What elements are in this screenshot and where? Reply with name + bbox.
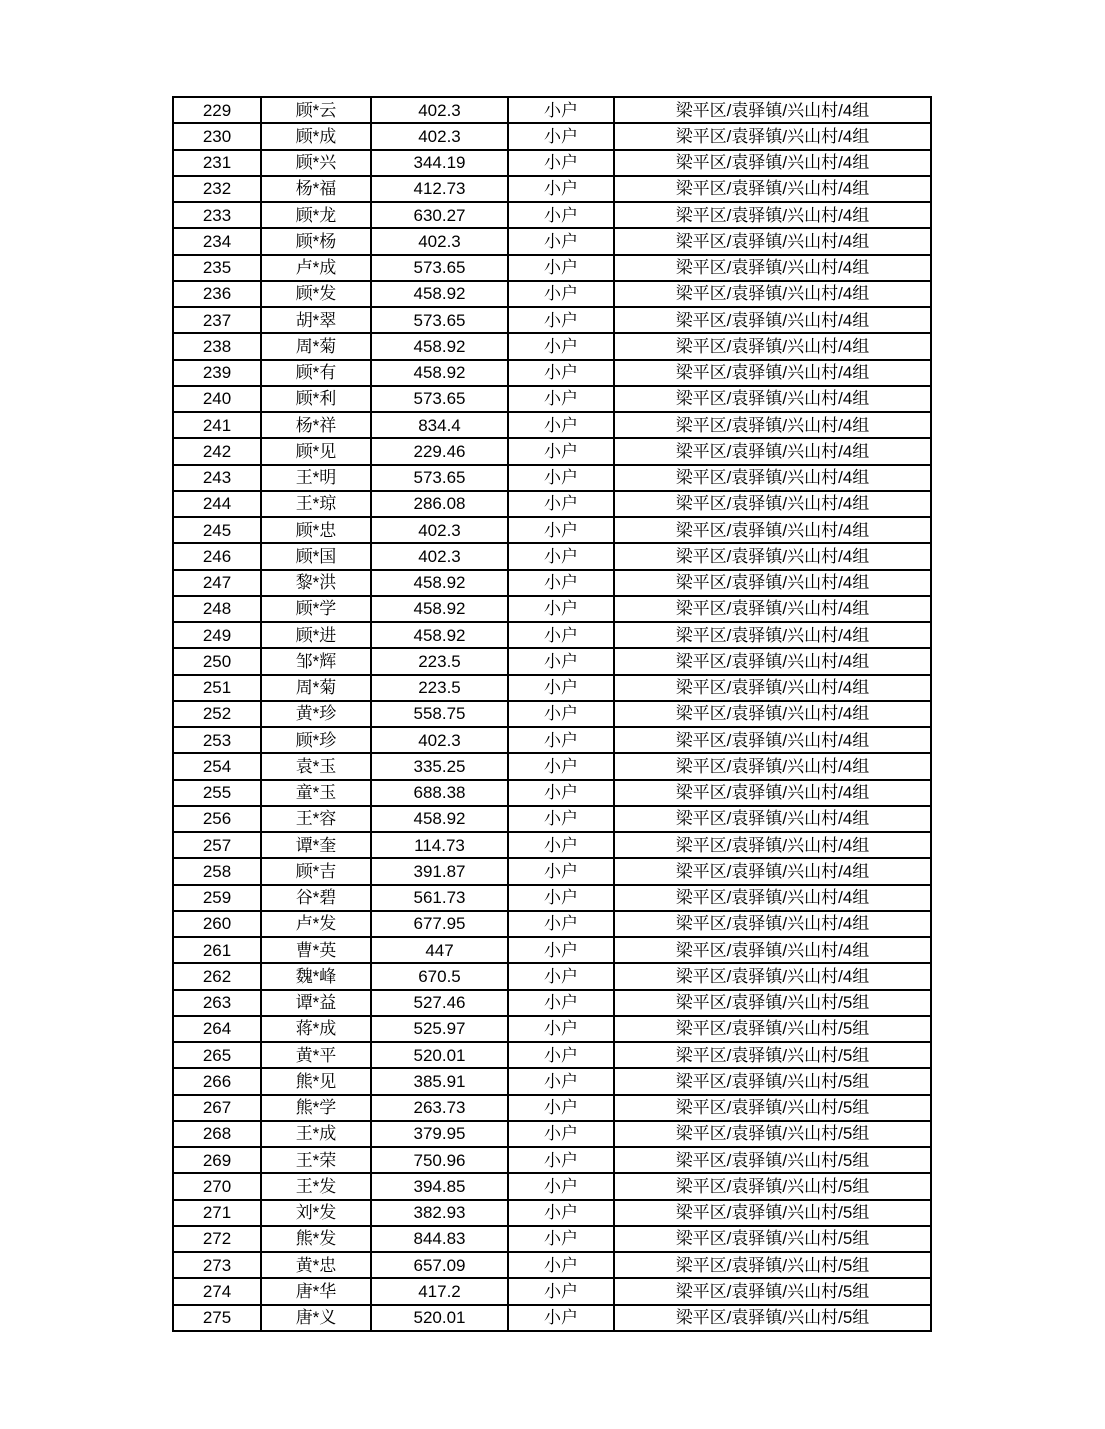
serial-cell: 273 (173, 1252, 261, 1278)
household-type-cell: 小户 (508, 1200, 614, 1226)
table-row (173, 150, 931, 176)
location-cell: 梁平区/袁驿镇/兴山村/4组 (614, 386, 931, 412)
table-row (173, 202, 931, 228)
table-row (173, 596, 931, 622)
location-cell: 梁平区/袁驿镇/兴山村/5组 (614, 1016, 931, 1042)
household-type-cell: 小户 (508, 648, 614, 674)
amount-cell: 458.92 (371, 570, 508, 596)
name-cell: 顾*云 (261, 97, 371, 123)
name-cell: 王*荣 (261, 1147, 371, 1173)
amount-cell: 458.92 (371, 360, 508, 386)
serial-cell: 252 (173, 701, 261, 727)
location-cell: 梁平区/袁驿镇/兴山村/4组 (614, 937, 931, 963)
location-cell: 梁平区/袁驿镇/兴山村/4组 (614, 753, 931, 779)
table-row (173, 465, 931, 491)
amount-cell: 402.3 (371, 517, 508, 543)
location-cell: 梁平区/袁驿镇/兴山村/5组 (614, 1252, 931, 1278)
name-cell: 顾*吉 (261, 858, 371, 884)
name-cell: 袁*玉 (261, 753, 371, 779)
name-cell: 周*菊 (261, 675, 371, 701)
serial-cell: 229 (173, 97, 261, 123)
amount-cell: 558.75 (371, 701, 508, 727)
name-cell: 蒋*成 (261, 1016, 371, 1042)
name-cell: 顾*国 (261, 543, 371, 569)
household-type-cell: 小户 (508, 990, 614, 1016)
serial-cell: 255 (173, 780, 261, 806)
serial-cell: 256 (173, 806, 261, 832)
location-cell: 梁平区/袁驿镇/兴山村/5组 (614, 1121, 931, 1147)
name-cell: 顾*龙 (261, 202, 371, 228)
name-cell: 谷*碧 (261, 885, 371, 911)
location-cell: 梁平区/袁驿镇/兴山村/4组 (614, 911, 931, 937)
location-cell: 梁平区/袁驿镇/兴山村/4组 (614, 727, 931, 753)
table-row (173, 1252, 931, 1278)
table-row (173, 727, 931, 753)
table-body (173, 97, 931, 1331)
name-cell: 黄*珍 (261, 701, 371, 727)
serial-cell: 263 (173, 990, 261, 1016)
amount-cell: 458.92 (371, 622, 508, 648)
location-cell: 梁平区/袁驿镇/兴山村/4组 (614, 517, 931, 543)
table-row (173, 1016, 931, 1042)
amount-cell: 394.85 (371, 1173, 508, 1199)
amount-cell: 402.3 (371, 543, 508, 569)
table-row (173, 228, 931, 254)
serial-cell: 264 (173, 1016, 261, 1042)
amount-cell: 677.95 (371, 911, 508, 937)
serial-cell: 261 (173, 937, 261, 963)
table-row (173, 1095, 931, 1121)
serial-cell: 241 (173, 412, 261, 438)
name-cell: 顾*有 (261, 360, 371, 386)
name-cell: 王*成 (261, 1121, 371, 1147)
household-type-cell: 小户 (508, 885, 614, 911)
name-cell: 熊*见 (261, 1068, 371, 1094)
table-row (173, 360, 931, 386)
serial-cell: 236 (173, 281, 261, 307)
amount-cell: 447 (371, 937, 508, 963)
location-cell: 梁平区/袁驿镇/兴山村/4组 (614, 885, 931, 911)
serial-cell: 257 (173, 832, 261, 858)
name-cell: 童*玉 (261, 780, 371, 806)
table-row (173, 412, 931, 438)
location-cell: 梁平区/袁驿镇/兴山村/4组 (614, 675, 931, 701)
household-type-cell: 小户 (508, 780, 614, 806)
table-row (173, 622, 931, 648)
location-cell: 梁平区/袁驿镇/兴山村/4组 (614, 228, 931, 254)
location-cell: 梁平区/袁驿镇/兴山村/5组 (614, 990, 931, 1016)
name-cell: 熊*发 (261, 1226, 371, 1252)
table-row (173, 911, 931, 937)
table-row (173, 885, 931, 911)
name-cell: 王*容 (261, 806, 371, 832)
name-cell: 唐*华 (261, 1278, 371, 1304)
serial-cell: 230 (173, 123, 261, 149)
household-type-cell: 小户 (508, 622, 614, 648)
location-cell: 梁平区/袁驿镇/兴山村/4组 (614, 255, 931, 281)
serial-cell: 239 (173, 360, 261, 386)
location-cell: 梁平区/袁驿镇/兴山村/4组 (614, 832, 931, 858)
serial-cell: 254 (173, 753, 261, 779)
location-cell: 梁平区/袁驿镇/兴山村/5组 (614, 1278, 931, 1304)
table-row (173, 438, 931, 464)
amount-cell: 402.3 (371, 97, 508, 123)
amount-cell: 834.4 (371, 412, 508, 438)
household-type-cell: 小户 (508, 1305, 614, 1332)
name-cell: 谭*奎 (261, 832, 371, 858)
name-cell: 顾*珍 (261, 727, 371, 753)
table-row (173, 648, 931, 674)
name-cell: 谭*益 (261, 990, 371, 1016)
household-type-cell: 小户 (508, 202, 614, 228)
household-type-cell: 小户 (508, 1095, 614, 1121)
table-row (173, 832, 931, 858)
table-row (173, 491, 931, 517)
household-type-cell: 小户 (508, 806, 614, 832)
household-type-cell: 小户 (508, 1042, 614, 1068)
serial-cell: 260 (173, 911, 261, 937)
name-cell: 周*菊 (261, 333, 371, 359)
location-cell: 梁平区/袁驿镇/兴山村/4组 (614, 963, 931, 989)
household-type-cell: 小户 (508, 333, 614, 359)
name-cell: 顾*见 (261, 438, 371, 464)
name-cell: 熊*学 (261, 1095, 371, 1121)
serial-cell: 271 (173, 1200, 261, 1226)
amount-cell: 379.95 (371, 1121, 508, 1147)
amount-cell: 402.3 (371, 228, 508, 254)
serial-cell: 235 (173, 255, 261, 281)
table-row (173, 701, 931, 727)
household-type-cell: 小户 (508, 465, 614, 491)
household-type-cell: 小户 (508, 150, 614, 176)
serial-cell: 269 (173, 1147, 261, 1173)
amount-cell: 573.65 (371, 465, 508, 491)
amount-cell: 573.65 (371, 307, 508, 333)
household-type-cell: 小户 (508, 255, 614, 281)
table-row (173, 386, 931, 412)
serial-cell: 258 (173, 858, 261, 884)
name-cell: 曹*英 (261, 937, 371, 963)
household-type-cell: 小户 (508, 1173, 614, 1199)
household-type-cell: 小户 (508, 97, 614, 123)
serial-cell: 233 (173, 202, 261, 228)
table-row (173, 858, 931, 884)
location-cell: 梁平区/袁驿镇/兴山村/4组 (614, 97, 931, 123)
household-type-cell: 小户 (508, 412, 614, 438)
table-row (173, 1278, 931, 1304)
household-type-cell: 小户 (508, 517, 614, 543)
amount-cell: 385.91 (371, 1068, 508, 1094)
household-type-cell: 小户 (508, 963, 614, 989)
household-type-cell: 小户 (508, 307, 614, 333)
amount-cell: 520.01 (371, 1305, 508, 1332)
serial-cell: 242 (173, 438, 261, 464)
amount-cell: 525.97 (371, 1016, 508, 1042)
amount-cell: 630.27 (371, 202, 508, 228)
household-type-cell: 小户 (508, 1147, 614, 1173)
location-cell: 梁平区/袁驿镇/兴山村/4组 (614, 202, 931, 228)
table-row (173, 570, 931, 596)
table-row (173, 990, 931, 1016)
household-subsidy-table (172, 96, 932, 1332)
location-cell: 梁平区/袁驿镇/兴山村/4组 (614, 412, 931, 438)
serial-cell: 244 (173, 491, 261, 517)
name-cell: 王*发 (261, 1173, 371, 1199)
location-cell: 梁平区/袁驿镇/兴山村/4组 (614, 360, 931, 386)
amount-cell: 402.3 (371, 727, 508, 753)
serial-cell: 270 (173, 1173, 261, 1199)
serial-cell: 265 (173, 1042, 261, 1068)
amount-cell: 458.92 (371, 281, 508, 307)
amount-cell: 114.73 (371, 832, 508, 858)
name-cell: 顾*杨 (261, 228, 371, 254)
serial-cell: 275 (173, 1305, 261, 1332)
name-cell: 杨*福 (261, 176, 371, 202)
location-cell: 梁平区/袁驿镇/兴山村/4组 (614, 596, 931, 622)
serial-cell: 267 (173, 1095, 261, 1121)
serial-cell: 253 (173, 727, 261, 753)
household-type-cell: 小户 (508, 386, 614, 412)
serial-cell: 234 (173, 228, 261, 254)
location-cell: 梁平区/袁驿镇/兴山村/4组 (614, 701, 931, 727)
table-row (173, 97, 931, 123)
amount-cell: 223.5 (371, 675, 508, 701)
serial-cell: 231 (173, 150, 261, 176)
household-type-cell: 小户 (508, 596, 614, 622)
amount-cell: 458.92 (371, 596, 508, 622)
location-cell: 梁平区/袁驿镇/兴山村/4组 (614, 123, 931, 149)
serial-cell: 232 (173, 176, 261, 202)
location-cell: 梁平区/袁驿镇/兴山村/5组 (614, 1173, 931, 1199)
name-cell: 顾*利 (261, 386, 371, 412)
amount-cell: 458.92 (371, 806, 508, 832)
serial-cell: 266 (173, 1068, 261, 1094)
table-row (173, 937, 931, 963)
table-row (173, 1226, 931, 1252)
table-row (173, 963, 931, 989)
location-cell: 梁平区/袁驿镇/兴山村/4组 (614, 648, 931, 674)
serial-cell: 245 (173, 517, 261, 543)
location-cell: 梁平区/袁驿镇/兴山村/5组 (614, 1147, 931, 1173)
serial-cell: 248 (173, 596, 261, 622)
location-cell: 梁平区/袁驿镇/兴山村/4组 (614, 465, 931, 491)
table-row (173, 753, 931, 779)
table-row (173, 517, 931, 543)
location-cell: 梁平区/袁驿镇/兴山村/5组 (614, 1305, 931, 1332)
serial-cell: 250 (173, 648, 261, 674)
amount-cell: 561.73 (371, 885, 508, 911)
name-cell: 卢*发 (261, 911, 371, 937)
household-type-cell: 小户 (508, 937, 614, 963)
household-type-cell: 小户 (508, 858, 614, 884)
household-type-cell: 小户 (508, 123, 614, 149)
amount-cell: 263.73 (371, 1095, 508, 1121)
amount-cell: 844.83 (371, 1226, 508, 1252)
household-type-cell: 小户 (508, 281, 614, 307)
name-cell: 王*琼 (261, 491, 371, 517)
table-row (173, 806, 931, 832)
serial-cell: 237 (173, 307, 261, 333)
serial-cell: 272 (173, 1226, 261, 1252)
location-cell: 梁平区/袁驿镇/兴山村/4组 (614, 806, 931, 832)
table-row (173, 1200, 931, 1226)
amount-cell: 335.25 (371, 753, 508, 779)
serial-cell: 259 (173, 885, 261, 911)
name-cell: 顾*忠 (261, 517, 371, 543)
location-cell: 梁平区/袁驿镇/兴山村/4组 (614, 281, 931, 307)
table-row (173, 1147, 931, 1173)
location-cell: 梁平区/袁驿镇/兴山村/4组 (614, 333, 931, 359)
serial-cell: 243 (173, 465, 261, 491)
table-row (173, 780, 931, 806)
serial-cell: 268 (173, 1121, 261, 1147)
household-type-cell: 小户 (508, 228, 614, 254)
table-row (173, 1121, 931, 1147)
household-type-cell: 小户 (508, 1226, 614, 1252)
location-cell: 梁平区/袁驿镇/兴山村/5组 (614, 1095, 931, 1121)
household-type-cell: 小户 (508, 491, 614, 517)
name-cell: 刘*发 (261, 1200, 371, 1226)
amount-cell: 286.08 (371, 491, 508, 517)
serial-cell: 246 (173, 543, 261, 569)
serial-cell: 249 (173, 622, 261, 648)
name-cell: 顾*成 (261, 123, 371, 149)
household-type-cell: 小户 (508, 1278, 614, 1304)
name-cell: 卢*成 (261, 255, 371, 281)
household-type-cell: 小户 (508, 832, 614, 858)
household-type-cell: 小户 (508, 727, 614, 753)
household-type-cell: 小户 (508, 1252, 614, 1278)
household-type-cell: 小户 (508, 176, 614, 202)
location-cell: 梁平区/袁驿镇/兴山村/4组 (614, 780, 931, 806)
amount-cell: 412.73 (371, 176, 508, 202)
name-cell: 杨*祥 (261, 412, 371, 438)
name-cell: 王*明 (261, 465, 371, 491)
table-row (173, 1042, 931, 1068)
location-cell: 梁平区/袁驿镇/兴山村/5组 (614, 1200, 931, 1226)
household-type-cell: 小户 (508, 1121, 614, 1147)
name-cell: 顾*兴 (261, 150, 371, 176)
household-type-cell: 小户 (508, 360, 614, 386)
amount-cell: 657.09 (371, 1252, 508, 1278)
table-row (173, 123, 931, 149)
name-cell: 黄*忠 (261, 1252, 371, 1278)
amount-cell: 223.5 (371, 648, 508, 674)
serial-cell: 251 (173, 675, 261, 701)
name-cell: 邹*辉 (261, 648, 371, 674)
location-cell: 梁平区/袁驿镇/兴山村/4组 (614, 491, 931, 517)
household-type-cell: 小户 (508, 570, 614, 596)
name-cell: 顾*学 (261, 596, 371, 622)
household-type-cell: 小户 (508, 911, 614, 937)
serial-cell: 262 (173, 963, 261, 989)
location-cell: 梁平区/袁驿镇/兴山村/4组 (614, 858, 931, 884)
table-row (173, 675, 931, 701)
table-row (173, 281, 931, 307)
location-cell: 梁平区/袁驿镇/兴山村/5组 (614, 1042, 931, 1068)
amount-cell: 670.5 (371, 963, 508, 989)
household-type-cell: 小户 (508, 1016, 614, 1042)
household-type-cell: 小户 (508, 701, 614, 727)
table-row (173, 1305, 931, 1332)
name-cell: 唐*义 (261, 1305, 371, 1332)
name-cell: 胡*翠 (261, 307, 371, 333)
amount-cell: 402.3 (371, 123, 508, 149)
amount-cell: 688.38 (371, 780, 508, 806)
household-type-cell: 小户 (508, 438, 614, 464)
amount-cell: 417.2 (371, 1278, 508, 1304)
household-type-cell: 小户 (508, 543, 614, 569)
amount-cell: 458.92 (371, 333, 508, 359)
name-cell: 黎*洪 (261, 570, 371, 596)
table-row (173, 307, 931, 333)
amount-cell: 382.93 (371, 1200, 508, 1226)
table-row (173, 1068, 931, 1094)
household-type-cell: 小户 (508, 753, 614, 779)
amount-cell: 229.46 (371, 438, 508, 464)
table-row (173, 333, 931, 359)
table-row (173, 255, 931, 281)
serial-cell: 238 (173, 333, 261, 359)
amount-cell: 573.65 (371, 386, 508, 412)
location-cell: 梁平区/袁驿镇/兴山村/4组 (614, 543, 931, 569)
amount-cell: 344.19 (371, 150, 508, 176)
serial-cell: 240 (173, 386, 261, 412)
name-cell: 顾*进 (261, 622, 371, 648)
serial-cell: 274 (173, 1278, 261, 1304)
name-cell: 顾*发 (261, 281, 371, 307)
location-cell: 梁平区/袁驿镇/兴山村/5组 (614, 1226, 931, 1252)
name-cell: 魏*峰 (261, 963, 371, 989)
location-cell: 梁平区/袁驿镇/兴山村/5组 (614, 1068, 931, 1094)
table-row (173, 1173, 931, 1199)
location-cell: 梁平区/袁驿镇/兴山村/4组 (614, 438, 931, 464)
serial-cell: 247 (173, 570, 261, 596)
location-cell: 梁平区/袁驿镇/兴山村/4组 (614, 150, 931, 176)
amount-cell: 750.96 (371, 1147, 508, 1173)
amount-cell: 520.01 (371, 1042, 508, 1068)
amount-cell: 573.65 (371, 255, 508, 281)
amount-cell: 391.87 (371, 858, 508, 884)
household-type-cell: 小户 (508, 1068, 614, 1094)
household-type-cell: 小户 (508, 675, 614, 701)
location-cell: 梁平区/袁驿镇/兴山村/4组 (614, 622, 931, 648)
amount-cell: 527.46 (371, 990, 508, 1016)
table-row (173, 176, 931, 202)
name-cell: 黄*平 (261, 1042, 371, 1068)
location-cell: 梁平区/袁驿镇/兴山村/4组 (614, 307, 931, 333)
location-cell: 梁平区/袁驿镇/兴山村/4组 (614, 570, 931, 596)
table-row (173, 543, 931, 569)
location-cell: 梁平区/袁驿镇/兴山村/4组 (614, 176, 931, 202)
